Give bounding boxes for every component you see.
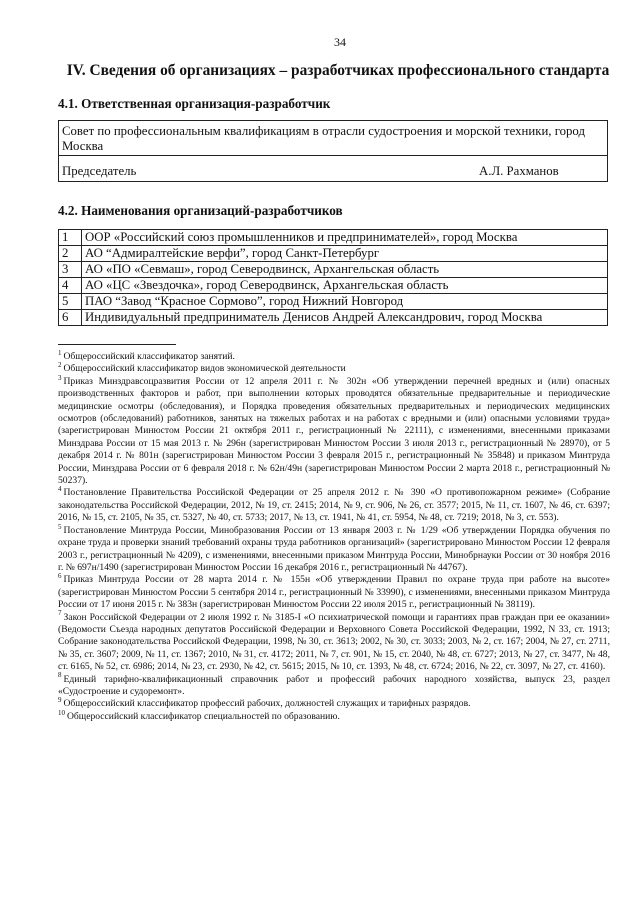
footnote-marker: 7 bbox=[58, 609, 62, 618]
table-row bbox=[59, 230, 608, 246]
row-number: 5 bbox=[59, 294, 82, 310]
footnotes bbox=[58, 348, 610, 723]
footnote-marker: 5 bbox=[58, 522, 62, 531]
section-title: IV. Сведения об организациях – разработчиках профессионального стандарта bbox=[66, 62, 610, 79]
page-number: 34 bbox=[334, 35, 346, 49]
footnote-text: Закон Российской Федерации от 2 июля 1992 г. № 3185-I «О психиатрической помощи и гарантиях прав граждан при ее оказании» (Ведомости Съезда народных депутатов Российской Федерации и Верховного Совета Российской Федерации, 1992, N 33, ст. 1913; Собрание законодательства Российской Федерации, 1998, № 30, ст. 3613; 2002, № 30, ст. 3033; 2003, № 2, ст. 167; 2004, № 27, ст. 2711, № 35, ст. 3607; 2009, № 11, ст. 1367; 2010, № 31, ст. 4172; 2011, № 7, ст. 901, № 15, ст. 2040, № 48, ст. 6727; 2013, № 27, ст. 3477, № 48, ст. 6165, № 52, ст. 6986; 2014, № 23, ст. 2930, № 42, ст. 5615; 2015, № 10, ст. 1393, № 48, ст. 6724; 2016, № 22, ст. 3097, № 27, ст. 4160). bbox=[58, 611, 610, 673]
table-row bbox=[59, 262, 608, 278]
responsible-org-heading: 4.1. Ответственная организация-разработчик bbox=[58, 96, 331, 111]
row-number: 4 bbox=[59, 278, 82, 294]
footnote-text: Общероссийский классификатор видов экономической деятельности bbox=[63, 363, 346, 375]
footnote-text: Приказ Минтруда России от 28 марта 2014 г. № 155н «Об утверждении Правил по охране труда при работе на высоте» (зарегистрирован Минюстом России 5 сентября 2014 г., регистрационный № 33990), с изменениями, внесенными приказом Минтруда России от 17 июня 2015 г. № 383н (зарегистрирован Минюстом России 22 июля 2015 г., регистрационный № 38119). bbox=[58, 574, 610, 611]
table-row bbox=[59, 278, 608, 294]
row-number: 3 bbox=[59, 262, 82, 278]
row-number: 2 bbox=[59, 246, 82, 262]
footnote-marker: 6 bbox=[58, 572, 62, 581]
footnote-marker: 1 bbox=[58, 348, 62, 357]
table-row bbox=[59, 294, 608, 310]
organization-name: ООР «Российский союз промышленников и предпринимателей», город Москва bbox=[82, 230, 608, 246]
footnote-text: Общероссийский классификатор занятий. bbox=[63, 351, 235, 362]
footnote bbox=[58, 708, 610, 723]
table-row bbox=[59, 246, 608, 262]
footnote bbox=[58, 671, 610, 699]
footnote-text: Приказ Минздравсоцразвития России от 12 апреля 2011 г. № 302н «Об утверждении перечней вредных и (или) опасных производственных факторов и работ, при выполнении которых проводятся обязательные предварительные и периодические медицинские осмотры (обследования), и Порядка проведения обязательных предварительных и периодических медицинских осмотров (обследований) работников, занятых на тяжелых работах и на работах с вредными и (или) опасными условиями труда» (зарегистрирован Минюстом России 21 октября 2011 г., регистрационный № 22111), с изменениями, внесенными приказами Минздрава России от 15 мая 2013 г. № 296н (зарегистрирован Минюстом России 3 июля 2013 г., регистрационный № 28970), от 5 декабря 2014 г. № 801н (зарегистрирован Минюстом России 3 февраля 2015 г., регистрационный № 35848) и приказом Минтруда России, Минздрава России от 6 февраля 2018 г. № 62н/49н (зарегистрирован Минюстом России 2 марта 2018 г., регистрационный № 50237). bbox=[58, 375, 610, 487]
responsible-person: А.Л. Рахманов bbox=[479, 164, 559, 178]
footnote bbox=[58, 574, 610, 611]
footnote-text: Общероссийский классификатор профессий рабочих, должностей служащих и тарифных разрядов. bbox=[63, 698, 471, 710]
row-number: 1 bbox=[59, 230, 82, 246]
footnote-marker: 3 bbox=[58, 373, 62, 382]
footnote bbox=[58, 698, 610, 710]
responsible-org-name: Совет по профессиональным квалификациям в отрасли судостроения и морской техники, город Москва bbox=[62, 124, 585, 153]
footnote-separator bbox=[58, 344, 176, 345]
footnote-marker: 9 bbox=[58, 696, 62, 705]
footnote-text: Постановление Правительства Российской Федерации от 25 апреля 2012 г. № 390 «О противопожарном режиме» (Собрание законодательства Российской Федерации, 2012, № 19, ст. 2415; 2014, № 9, ст. 906, № 26, ст. 3577; 2015, № 11, ст. 1607, № 46, ст. 6397; 2016, № 15, ст. 2105, № 35, ст. 5327, № 40, ст. 5733; 2017, № 13, ст. 1941, № 41, ст. 5954, № 48, ст. 7219; 2018, № 3, ст. 553). bbox=[58, 487, 610, 524]
table-row bbox=[59, 310, 608, 326]
footnote-marker: 10 bbox=[58, 708, 65, 717]
footnote bbox=[58, 609, 610, 674]
footnote-marker: 4 bbox=[58, 485, 62, 494]
footnote bbox=[58, 363, 610, 375]
footnote-text: Постановление Минтруда России, Минобразования России от 13 января 2003 г. № 1/29 «Об утверждении Порядка обучения по охране труда и проверки знаний требований охраны труда работников организаций» (зарегистрировано Минюстом России 12 февраля 2003 г., регистрационный № 4209), с изменениями, внесенными приказом Минтруда России, Минобрнауки России от 30 ноября 2016 г. № 697н/1490 (зарегистрирован Минюстом России 16 декабря 2016 г., регистрационный № 44767). bbox=[58, 524, 610, 573]
organization-name: АО «ЦС «Звездочка», город Северодвинск, Архангельская область bbox=[82, 278, 608, 294]
footnote-marker: 2 bbox=[58, 361, 62, 370]
footnote-marker: 8 bbox=[58, 671, 62, 680]
row-number: 6 bbox=[59, 310, 82, 326]
responsible-position: Председатель bbox=[62, 164, 137, 178]
footnote bbox=[58, 522, 610, 575]
footnote bbox=[58, 373, 610, 488]
responsible-org-box bbox=[58, 120, 608, 182]
footnote bbox=[58, 487, 610, 524]
organization-name: АО “Адмиралтейские верфи”, город Санкт-Петербург bbox=[82, 246, 608, 262]
developers-table bbox=[58, 229, 608, 326]
organization-name: Индивидуальный предприниматель Денисов Андрей Александрович, город Москва bbox=[82, 310, 608, 326]
footnote-text: Общероссийский классификатор специальностей по образованию. bbox=[67, 710, 340, 722]
footnote-text: Единый тарифно-квалификационный справочник работ и профессий рабочих народного хозяйства, выпуск 23, раздел «Судостроение и судоремонт». bbox=[58, 673, 610, 697]
footnote bbox=[58, 348, 610, 363]
box-divider bbox=[59, 155, 607, 156]
organization-name: АО «ПО «Севмаш», город Северодвинск, Архангельская область bbox=[82, 262, 608, 278]
organization-name: ПАО “Завод “Красное Сормово”, город Нижний Новгород bbox=[82, 294, 608, 310]
developers-heading: 4.2. Наименования организаций-разработчиков bbox=[58, 203, 343, 218]
